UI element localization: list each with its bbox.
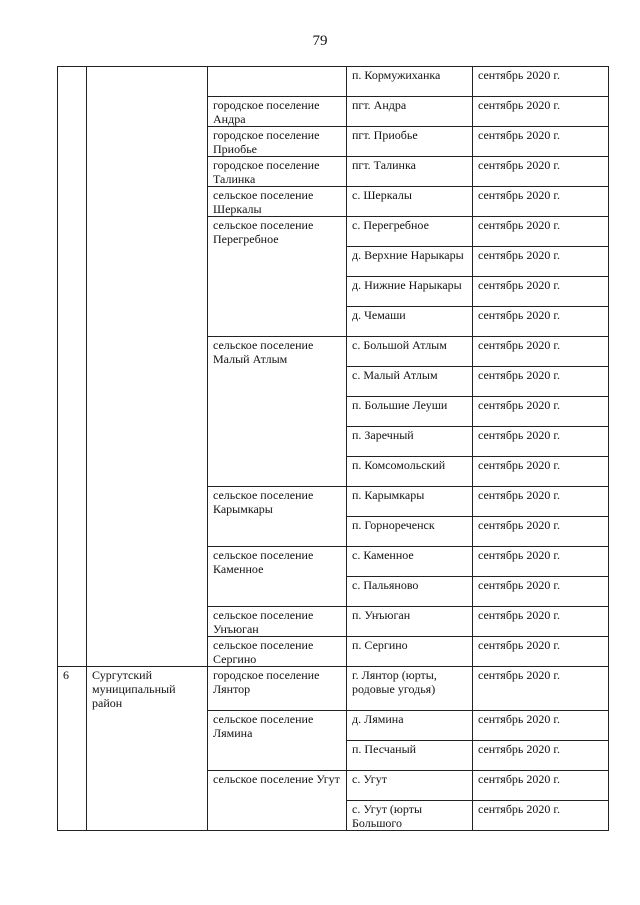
date-cell: сентябрь 2020 г. [473, 427, 609, 457]
locality-cell: п. Песчаный [347, 741, 473, 771]
date-cell: сентябрь 2020 г. [473, 337, 609, 367]
date-cell: сентябрь 2020 г. [473, 97, 609, 127]
date-cell: сентябрь 2020 г. [473, 277, 609, 307]
locality-cell: д. Верхние Нарыкары [347, 247, 473, 277]
settlement-cell [208, 67, 347, 97]
row-number-cell [58, 67, 87, 667]
date-cell: сентябрь 2020 г. [473, 157, 609, 187]
locality-cell: с. Перегребное [347, 217, 473, 247]
locality-cell: п. Сергино [347, 637, 473, 667]
settlement-cell: городское поселение Лянтор [208, 667, 347, 711]
row-number-cell: 6 [58, 667, 87, 831]
locality-cell: с. Каменное [347, 547, 473, 577]
locality-cell: п. Кормужиханка [347, 67, 473, 97]
settlement-cell: сельское поселение Лямина [208, 711, 347, 771]
settlement-cell: городское поселение Андра [208, 97, 347, 127]
date-cell: сентябрь 2020 г. [473, 217, 609, 247]
table-row [58, 67, 609, 97]
locality-cell: с. Большой Атлым [347, 337, 473, 367]
settlement-cell: городское поселение Приобье [208, 127, 347, 157]
date-cell: сентябрь 2020 г. [473, 771, 609, 801]
date-cell: сентябрь 2020 г. [473, 637, 609, 667]
date-cell: сентябрь 2020 г. [473, 801, 609, 831]
date-cell: сентябрь 2020 г. [473, 187, 609, 217]
date-cell: сентябрь 2020 г. [473, 307, 609, 337]
locality-cell: с. Пальяново [347, 577, 473, 607]
settlement-cell: сельское поселение Малый Атлым [208, 337, 347, 487]
locality-cell: с. Малый Атлым [347, 367, 473, 397]
date-cell: сентябрь 2020 г. [473, 711, 609, 741]
date-cell: сентябрь 2020 г. [473, 457, 609, 487]
locality-cell: г. Лянтор (юрты, родовые угодья) [347, 667, 473, 711]
settlement-cell: сельское поселение Угут [208, 771, 347, 831]
locality-cell: п. Горнореченск [347, 517, 473, 547]
date-cell: сентябрь 2020 г. [473, 741, 609, 771]
page-number: 79 [312, 33, 328, 49]
settlement-cell: сельское поселение Шеркалы [208, 187, 347, 217]
date-cell: сентябрь 2020 г. [473, 547, 609, 577]
settlements-table [57, 66, 609, 831]
locality-cell: п. Карымкары [347, 487, 473, 517]
locality-cell: с. Угут [347, 771, 473, 801]
district-cell [87, 67, 208, 667]
locality-cell: пгт. Андра [347, 97, 473, 127]
settlement-cell: сельское поселение Перегребное [208, 217, 347, 337]
locality-cell: пгт. Приобье [347, 127, 473, 157]
date-cell: сентябрь 2020 г. [473, 397, 609, 427]
date-cell: сентябрь 2020 г. [473, 607, 609, 637]
date-cell: сентябрь 2020 г. [473, 667, 609, 711]
locality-cell: д. Чемаши [347, 307, 473, 337]
settlement-cell: городское поселение Талинка [208, 157, 347, 187]
locality-cell: с. Угут (юрты Большого [347, 801, 473, 831]
date-cell: сентябрь 2020 г. [473, 367, 609, 397]
locality-cell: п. Комсомольский [347, 457, 473, 487]
locality-cell: с. Шеркалы [347, 187, 473, 217]
district-cell: Сургутский муниципальный район [87, 667, 208, 831]
settlement-cell: сельское поселение Унъюган [208, 607, 347, 637]
locality-cell: п. Унъюган [347, 607, 473, 637]
settlement-cell: сельское поселение Сергино [208, 637, 347, 667]
table-row [58, 667, 609, 711]
locality-cell: п. Заречный [347, 427, 473, 457]
locality-cell: п. Большие Леуши [347, 397, 473, 427]
date-cell: сентябрь 2020 г. [473, 67, 609, 97]
locality-cell: пгт. Талинка [347, 157, 473, 187]
settlement-cell: сельское поселение Каменное [208, 547, 347, 607]
date-cell: сентябрь 2020 г. [473, 517, 609, 547]
date-cell: сентябрь 2020 г. [473, 577, 609, 607]
date-cell: сентябрь 2020 г. [473, 127, 609, 157]
locality-cell: д. Нижние Нарыкары [347, 277, 473, 307]
date-cell: сентябрь 2020 г. [473, 247, 609, 277]
locality-cell: д. Лямина [347, 711, 473, 741]
date-cell: сентябрь 2020 г. [473, 487, 609, 517]
settlement-cell: сельское поселение Карымкары [208, 487, 347, 547]
